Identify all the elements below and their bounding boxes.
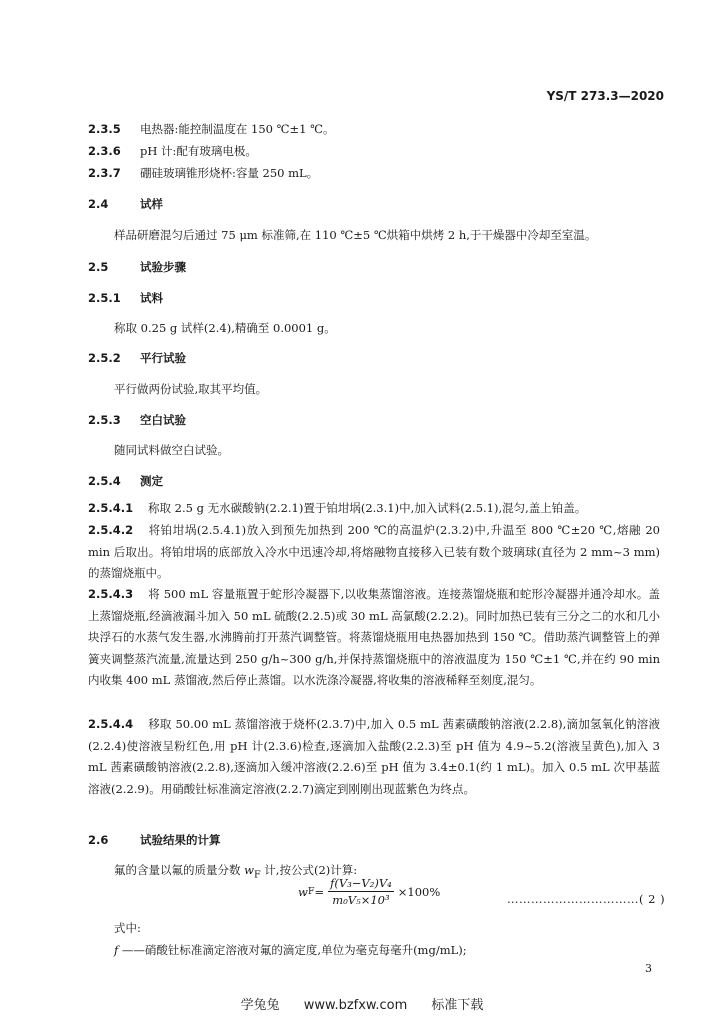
- definition-f: [114, 942, 467, 958]
- standard-code: YS/T 273.3—2020: [546, 89, 664, 103]
- footer-watermark: [0, 994, 724, 1013]
- formula-numerator: f(V₃−V₂)V₄: [330, 876, 392, 890]
- item-text: 硼硅玻璃锥形烧杯:容量 250 mL。: [140, 166, 319, 180]
- section-title: 试验结果的计算: [140, 833, 221, 847]
- section-number: 2.5.4: [88, 474, 121, 488]
- intro-text-end: 计,按公式(2)计算:: [260, 863, 358, 877]
- intro-variable: w: [244, 863, 254, 877]
- section-2-4-body: 样品研磨混匀后通过 75 μm 标准筛,在 110 ℃±5 ℃烘箱中烘烤 2 h,于干燥器中冷却至室温。: [114, 228, 597, 242]
- section-title: 平行试验: [140, 351, 186, 365]
- step-text: 移取 50.00 mL 蒸馏溶液于烧杯(2.3.7)中,加入 0.5 mL 茜素磺酸钠溶液(2.2.8),滴加氢氧化钠溶液(2.2.4)使溶液呈粉红色,用 pH 计(2.3.6)检查,逐滴加入盐酸(2.2.3)至 pH 值为 4.9~5.2(溶液呈黄色),加入 3 mL 茜素磺酸钠溶液(2.2.8),逐滴加入缓冲溶液(2.2.6)至 pH 值为 3.4±0.1(约 1 mL)。加入 0.5 mL 次甲基蓝溶液(2.2.9)。用硝酸钍标准滴定溶液(2.2.7)滴定到刚刚出现蓝紫色为终点。: [88, 717, 660, 796]
- section-title: 试料: [140, 291, 163, 305]
- formula-2: [298, 876, 440, 907]
- section-2-5-2-body: 平行做两份试验,取其平均值。: [114, 382, 268, 396]
- intro-variable-subscript: F: [254, 869, 261, 881]
- step-text: 将 500 mL 容量瓶置于蛇形冷凝器下,以收集蒸馏溶液。连接蒸馏烧瓶和蛇形冷凝器并通冷却水。盖上蒸馏烧瓶,经滴液漏斗加入 50 mL 硫酸(2.2.5)或 30 mL 高氯酸(2.2.2)。同时加热已装有三分之二的水和几小块浮石的水蒸气发生器,水沸腾前打开蒸汽调整管。将蒸馏烧瓶用电热器加热到 150 ℃。借助蒸汽调整管上的弹簧夹调整蒸汽流量,流量达到 250 g/h~300 g/h,并保持蒸馏烧瓶中的溶液温度为 150 ℃±1 ℃,并在约 90 min 内收集 400 mL 蒸馏液,然后停止蒸馏。以水洗涤冷凝器,将收集的溶液稀释至刻度,混匀。: [88, 587, 660, 687]
- item-number: 2.3.6: [88, 144, 121, 158]
- item-text: pH 计:配有玻璃电极。: [140, 144, 257, 158]
- step-number: 2.5.4.4: [88, 717, 134, 731]
- section-number: 2.4: [88, 197, 109, 211]
- section-number: 2.5.1: [88, 291, 121, 305]
- step-text: 称取 2.5 g 无水碳酸钠(2.2.1)置于铂坩埚(2.3.1)中,加入试料(2.5.1),混匀,盖上铂盖。: [148, 501, 587, 515]
- section-title: 试验步骤: [140, 260, 186, 274]
- section-number: 2.5.2: [88, 351, 121, 365]
- item-number: 2.3.5: [88, 122, 121, 136]
- formula-equals: =: [314, 884, 325, 899]
- definition-symbol: f: [114, 943, 119, 957]
- footer-url[interactable]: www.bzfxw.com: [303, 998, 408, 1013]
- item-number: 2.3.7: [88, 166, 121, 180]
- step-number: 2.5.4.2: [88, 523, 134, 537]
- section-2-5-3-heading: [88, 412, 186, 428]
- formula-eq-number: ( 2 ): [639, 892, 666, 906]
- section-2-5-heading: [88, 259, 186, 275]
- section-number: 2.5.3: [88, 413, 121, 427]
- step-number: 2.5.4.3: [88, 587, 134, 601]
- step-2-5-4-3: [88, 584, 660, 692]
- footer-slogan: 标准下载: [431, 998, 484, 1013]
- section-2-5-2-heading: [88, 350, 186, 366]
- section-title: 测定: [140, 474, 163, 488]
- formula-leader: ……………………………: [507, 892, 639, 906]
- step-2-5-4-1: [88, 498, 660, 520]
- section-2-5-4-heading: [88, 473, 163, 489]
- section-title: 空白试验: [140, 413, 186, 427]
- formula-fraction: [328, 876, 394, 907]
- section-2-5-3-body: 随同试料做空白试验。: [114, 443, 229, 457]
- step-number: 2.5.4.1: [88, 501, 134, 515]
- step-2-5-4-2: [88, 520, 660, 585]
- formula-denominator: m₀V₅×10³: [332, 893, 390, 907]
- where-label: 式中:: [114, 921, 141, 935]
- intro-text: 氟的含量以氟的质量分数: [114, 863, 245, 877]
- section-2-4-heading: [88, 196, 163, 212]
- section-number: 2.5: [88, 260, 109, 274]
- formula-number: [507, 892, 665, 906]
- section-2-6-heading: [88, 832, 221, 848]
- item-text: 电热器:能控制温度在 150 ℃±1 ℃。: [140, 122, 335, 136]
- step-2-5-4-4: [88, 714, 660, 800]
- page-number: 3: [645, 962, 652, 975]
- step-text: 将铂坩埚(2.5.4.1)放入到预先加热到 200 ℃的高温炉(2.3.2)中,升温至 800 ℃±20 ℃,熔融 20 min 后取出。将铂坩埚的底部放入冷水中迅速冷却,将熔融物直接移入已装有数个玻璃球(直径为 2 mm~3 mm)的蒸馏烧瓶中。: [88, 523, 660, 580]
- section-2-5-1-body: 称取 0.25 g 试样(2.4),精确至 0.0001 g。: [114, 321, 336, 335]
- section-2-5-1-heading: [88, 290, 163, 306]
- section-number: 2.6: [88, 833, 109, 847]
- formula-lhs-subscript: F: [307, 886, 315, 897]
- item-2-3-6: [88, 143, 257, 159]
- item-2-3-5: [88, 121, 334, 137]
- item-2-3-7: [88, 165, 318, 181]
- formula-lhs: w: [298, 884, 308, 899]
- footer-site-name: 学兔兔: [240, 998, 280, 1013]
- formula-tail: ×100%: [397, 884, 441, 899]
- section-title: 试样: [140, 197, 163, 211]
- definition-text: ——硝酸钍标准滴定溶液对氟的滴定度,单位为毫克每毫升(mg/mL);: [121, 943, 467, 957]
